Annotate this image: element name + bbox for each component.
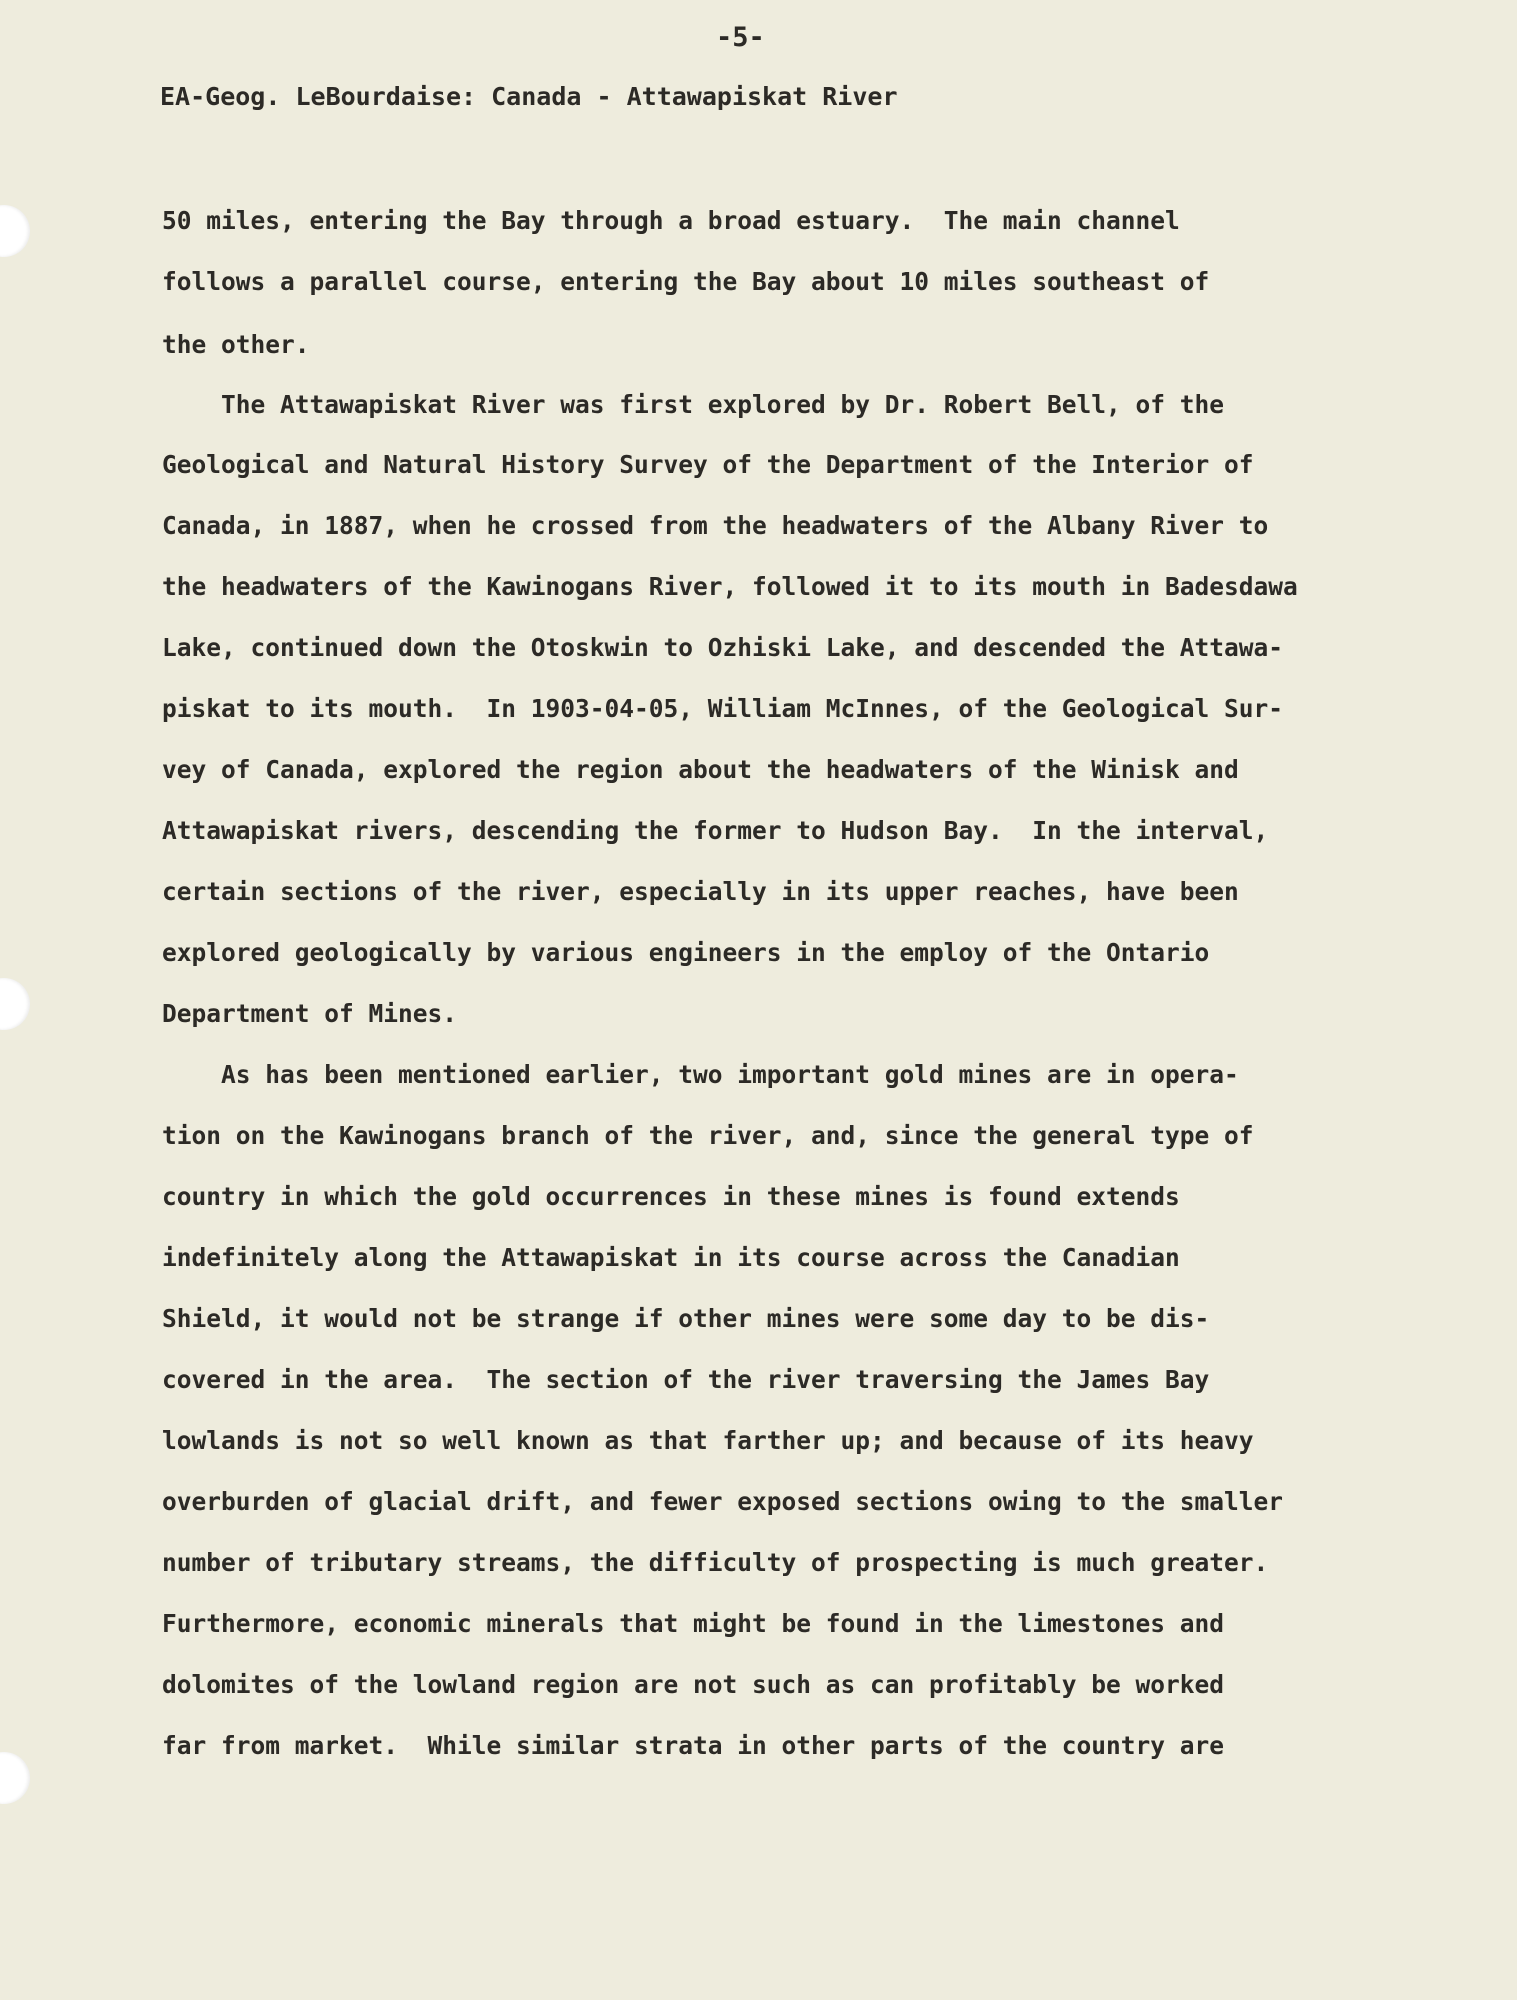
- text-line: piskat to its mouth. In 1903-04-05, William McInnes, of the Geological Sur-: [162, 694, 1284, 723]
- text-line: Attawapiskat rivers, descending the former to Hudson Bay. In the interval,: [162, 816, 1269, 845]
- page-number: -5-: [716, 22, 765, 53]
- text-line: Furthermore, economic minerals that might be found in the limestones and: [162, 1609, 1225, 1638]
- punch-hole-bottom: [0, 1752, 30, 1804]
- document-header: EA-Geog. LeBourdaise: Canada - Attawapiskat River: [160, 82, 898, 111]
- text-line: follows a parallel course, entering the Bay about 10 miles southeast of: [162, 267, 1210, 296]
- text-line: number of tributary streams, the difficulty of prospecting is much greater.: [162, 1548, 1269, 1577]
- punch-hole-middle: [0, 978, 30, 1030]
- text-line: Department of Mines.: [162, 999, 458, 1028]
- text-line: covered in the area. The section of the river traversing the James Bay: [162, 1365, 1210, 1394]
- text-line: tion on the Kawinogans branch of the river, and, since the general type of: [162, 1121, 1254, 1150]
- text-line: lowlands is not so well known as that farther up; and because of its heavy: [162, 1426, 1254, 1455]
- text-line: The Attawapiskat River was first explored by Dr. Robert Bell, of the: [162, 390, 1225, 419]
- text-line: As has been mentioned earlier, two important gold mines are in opera-: [162, 1060, 1239, 1089]
- text-line: vey of Canada, explored the region about the headwaters of the Winisk and: [162, 755, 1239, 784]
- text-line: Lake, continued down the Otoskwin to Ozhiski Lake, and descended the Attawa-: [162, 633, 1284, 662]
- punch-hole-top: [0, 205, 30, 257]
- text-line: dolomites of the lowland region are not such as can profitably be worked: [162, 1670, 1225, 1699]
- text-line: overburden of glacial drift, and fewer exposed sections owing to the smaller: [162, 1487, 1284, 1516]
- text-line: Canada, in 1887, when he crossed from the headwaters of the Albany River to: [162, 511, 1269, 540]
- text-line: 50 miles, entering the Bay through a broad estuary. The main channel: [162, 206, 1180, 235]
- text-line: certain sections of the river, especially in its upper reaches, have been: [162, 877, 1239, 906]
- text-line: far from market. While similar strata in other parts of the country are: [162, 1731, 1225, 1760]
- text-line: country in which the gold occurrences in these mines is found extends: [162, 1182, 1180, 1211]
- text-line: the other.: [162, 330, 310, 359]
- text-line: Shield, it would not be strange if other mines were some day to be dis-: [162, 1304, 1210, 1333]
- text-line: Geological and Natural History Survey of the Department of the Interior of: [162, 450, 1254, 479]
- text-line: the headwaters of the Kawinogans River, followed it to its mouth in Badesdawa: [162, 572, 1298, 601]
- text-line: explored geologically by various engineers in the employ of the Ontario: [162, 938, 1210, 967]
- text-line: indefinitely along the Attawapiskat in its course across the Canadian: [162, 1243, 1180, 1272]
